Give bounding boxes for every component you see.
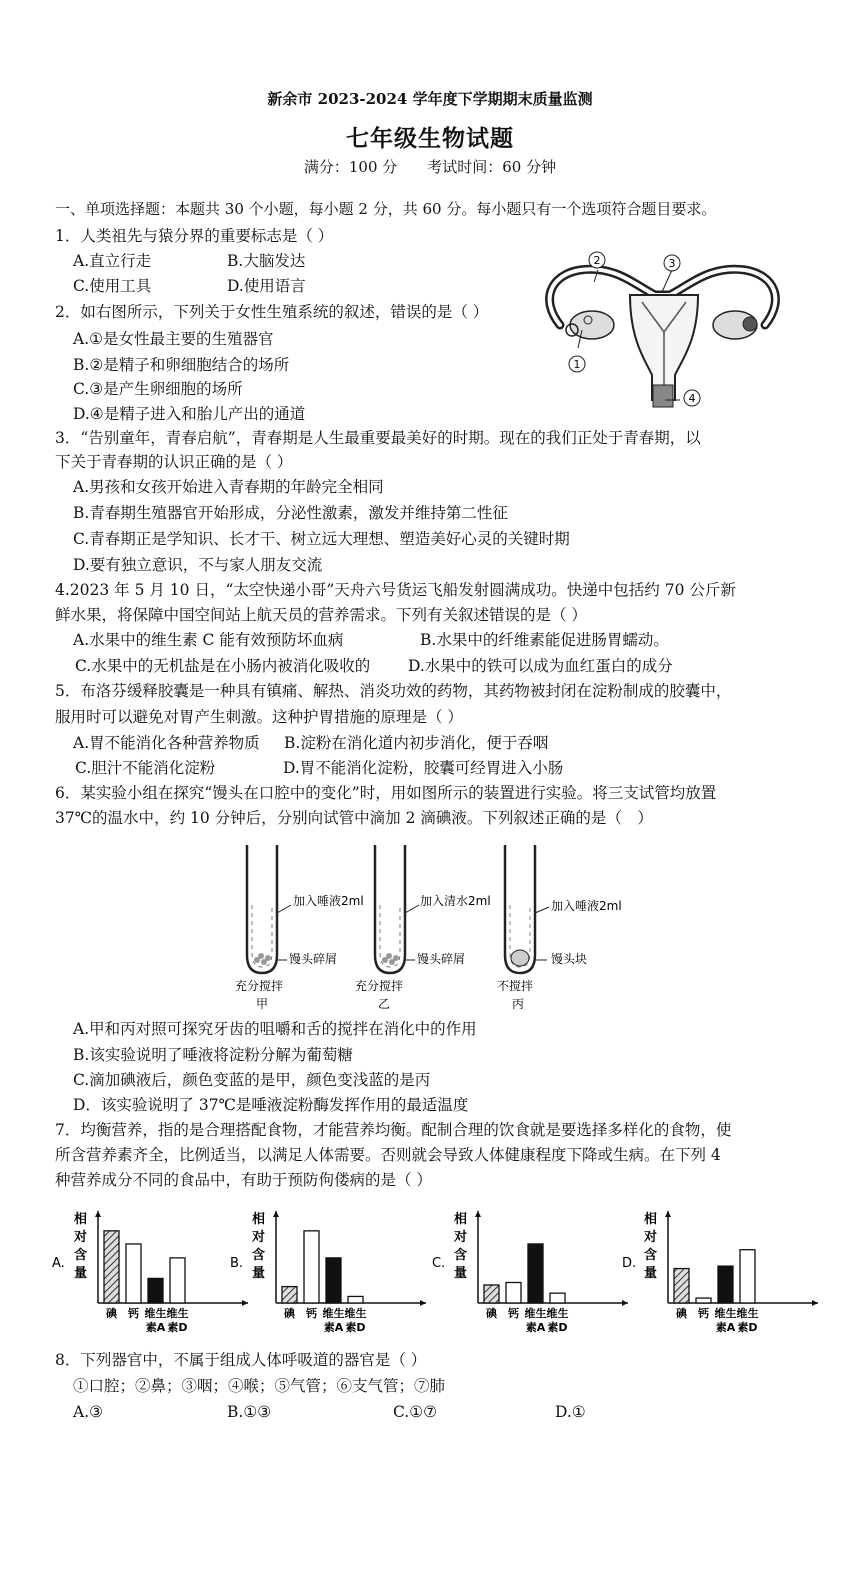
chart-option-label: B.	[230, 1256, 244, 1271]
chart-bar-4	[170, 1258, 185, 1303]
chart-y-arrow	[273, 1211, 279, 1217]
tube-yi	[355, 845, 491, 1011]
q2-stem: 2．如右图所示，下列关于女性生殖系统的叙述，错误的是（ ）	[55, 303, 489, 321]
svg-text:3: 3	[668, 257, 676, 270]
q6-option-c: C.滴加碘液后，颜色变蓝的是甲，颜色变浅蓝的是丙	[73, 1071, 431, 1089]
chart-bar-1	[282, 1287, 297, 1303]
exam-name: 新余市 2023-2024 学年度下学期期末质量监测	[267, 90, 593, 108]
chart-bar-3	[528, 1244, 543, 1303]
q1-option-d: D.使用语言	[227, 277, 306, 295]
chart-bar-2	[506, 1283, 521, 1304]
chart-ylabel-char: 相	[252, 1212, 266, 1227]
chart-ylabel-char: 相	[644, 1212, 658, 1227]
chart-tick-label: 维生	[166, 1307, 189, 1320]
chart-ylabel-char: 含	[454, 1248, 468, 1263]
chart-tick-label: 维生	[714, 1307, 737, 1320]
chart-x-arrow	[420, 1300, 426, 1306]
chart-4	[620, 1205, 820, 1345]
chart-ylabel-char: 量	[74, 1266, 88, 1281]
reproductive-system-figure	[520, 240, 800, 415]
tube-bing-added: 加入唾液2ml	[551, 899, 622, 913]
q1-option-c: C.使用工具	[73, 277, 152, 295]
chart-ylabel-char: 对	[252, 1230, 266, 1245]
tube-yi-added: 加入清水2ml	[420, 894, 491, 908]
tube-yi-content: 馒头碎屑	[417, 952, 466, 966]
chart-tick-label: 钙	[128, 1307, 139, 1320]
q4-stem-line1: 4.2023 年 5 月 10 日，“太空快递小哥”天舟六号货运飞船发射圆满成功。快递中包括约 70 公斤新	[55, 581, 736, 599]
tube-bing-content: 馒头块	[551, 952, 588, 966]
chart-tick-label: 钙	[698, 1307, 709, 1320]
chart-tick-label: 维生	[144, 1307, 167, 1320]
chart-bar-2	[126, 1244, 141, 1303]
q3-stem-line1: 3．“告别童年，青春启航”，青春期是人生最重要最美好的时期。现在的我们正处于青春期，以	[55, 429, 701, 447]
chart-option-label: C.	[432, 1256, 446, 1271]
label-3	[664, 255, 680, 271]
chart-tick-label: 钙	[306, 1307, 317, 1320]
test-tube-figure	[225, 835, 645, 1020]
q2-option-d: D.④是精子进入和胎儿产出的通道	[73, 405, 306, 423]
q1-option-b: B.大脑发达	[227, 252, 306, 270]
exam-meta: 满分：100 分 考试时间：60 分钟	[303, 158, 557, 176]
chart-tick-label: 维生	[524, 1307, 547, 1320]
chart-tick-label: 维生	[344, 1307, 367, 1320]
svg-text:4: 4	[688, 392, 696, 405]
q2-option-b: B.②是精子和卵细胞结合的场所	[73, 356, 290, 374]
chart-tick-label: 维生	[322, 1307, 345, 1320]
chart-bar-4	[550, 1293, 565, 1303]
svg-text:2: 2	[593, 254, 601, 267]
chart-ylabel-char: 含	[252, 1248, 266, 1263]
chart-tick-label: 碘	[106, 1307, 117, 1320]
q7-stem-line2: 所含营养素齐全，比例适当，以满足人体需要。否则就会导致人体健康程度下降或生病。在下列 4	[55, 1146, 721, 1164]
section-heading: 一、单项选择题：本题共 30 个小题，每小题 2 分，共 60 分。每小题只有一个选项符合题目要求。	[55, 200, 717, 218]
q3-option-a: A.男孩和女孩开始进入青春期的年龄完全相同	[73, 478, 384, 496]
q8-option-a: A.③	[73, 1403, 104, 1421]
q1-option-a: A.直立行走	[73, 252, 152, 270]
q1-stem: 1．人类祖先与猿分界的重要标志是（ ）	[55, 227, 334, 245]
chart-tick-label: 碘	[486, 1307, 497, 1320]
tube-jia-content: 馒头碎屑	[289, 952, 338, 966]
chart-ylabel-char: 相	[74, 1212, 88, 1227]
q3-option-d: D.要有独立意识，不与家人朋友交流	[73, 556, 323, 574]
q5-option-c: C.胆汁不能消化淀粉	[75, 759, 216, 777]
chart-ylabel-char: 量	[454, 1266, 468, 1281]
q6-option-a: A.甲和丙对照可探究牙齿的咀嚼和舌的搅拌在消化中的作用	[73, 1020, 477, 1038]
chart-ylabel-char: 对	[644, 1230, 658, 1245]
chart-tick-label: 钙	[508, 1307, 519, 1320]
chart-bar-3	[148, 1278, 163, 1303]
chart-bar-4	[348, 1296, 363, 1303]
chart-y-arrow	[665, 1211, 671, 1217]
chart-ylabel-char: 相	[454, 1212, 468, 1227]
q7-stem-line1: 7．均衡营养，指的是合理搭配食物，才能营养均衡。配制合理的饮食就是要选择多样化的食物，使	[55, 1121, 732, 1139]
q5-stem-line1: 5．布洛芬缓释胶囊是一种具有镇痛、解热、消炎功效的药物，其药物被封闭在淀粉制成的胶囊中，	[55, 682, 732, 700]
chart-ylabel-char: 量	[644, 1266, 658, 1281]
chart-bar-3	[326, 1258, 341, 1303]
q5-option-d: D.胃不能消化淀粉，胶囊可经胃进入小肠	[283, 759, 564, 777]
chart-tick-label: 碘	[676, 1307, 687, 1320]
chart-tick-label: 素A	[715, 1321, 736, 1334]
tube-yi-stir: 充分搅拌	[355, 979, 404, 993]
q6-option-b: B.该实验说明了唾液将淀粉分解为葡萄糖	[73, 1046, 353, 1064]
q4-option-c: C.水果中的无机盐是在小肠内被消化吸收的	[75, 657, 371, 675]
tube-jia-name: 甲	[256, 997, 269, 1011]
chart-ylabel-char: 量	[252, 1266, 266, 1281]
tube-jia-added: 加入唾液2ml	[293, 894, 364, 908]
q5-option-b: B.淀粉在消化道内初步消化，便于吞咽	[284, 734, 549, 752]
chart-tick-label: 素A	[525, 1321, 546, 1334]
q8-stem: 8．下列器官中，不属于组成人体呼吸道的器官是（ ）	[55, 1351, 427, 1369]
q8-option-d: D.①	[555, 1403, 586, 1421]
chart-ylabel-char: 含	[644, 1248, 658, 1263]
chart-1	[50, 1205, 250, 1345]
q3-option-c: C.青春期正是学知识、长才干、树立远大理想、塑造美好心灵的关键时期	[73, 530, 570, 548]
q2-option-c: C.③是产生卵细胞的场所	[73, 380, 243, 398]
chart-tick-label: 素A	[323, 1321, 344, 1334]
q8-option-c: C.①⑦	[393, 1403, 438, 1421]
chart-bar-4	[740, 1250, 755, 1303]
q5-option-a: A.胃不能消化各种营养物质	[73, 734, 260, 752]
label-4	[684, 390, 700, 406]
q6-option-d: D．该实验说明了 37℃是唾液淀粉酶发挥作用的最适温度	[73, 1096, 469, 1114]
q4-option-b: B.水果中的纤维素能促进肠胃蠕动。	[420, 631, 669, 649]
chart-tick-label: 素D	[737, 1321, 758, 1334]
chart-tick-label: 素A	[145, 1321, 166, 1334]
label-1	[569, 356, 585, 372]
chart-bar-2	[304, 1231, 319, 1303]
chart-bar-1	[104, 1231, 119, 1303]
tube-bing-name: 丙	[512, 997, 525, 1011]
chart-tick-label: 素D	[167, 1321, 188, 1334]
q3-stem-line2: 下关于青春期的认识正确的是（ ）	[55, 453, 293, 471]
chart-tick-label: 素D	[345, 1321, 366, 1334]
q3-option-b: B.青春期生殖器官开始形成，分泌性激素，激发并维持第二性征	[73, 504, 508, 522]
chart-2	[228, 1205, 428, 1345]
chart-tick-label: 维生	[736, 1307, 759, 1320]
page-title: 七年级生物试题	[346, 125, 514, 152]
chart-tick-label: 素D	[547, 1321, 568, 1334]
tube-yi-name: 乙	[378, 997, 391, 1011]
chart-tick-label: 碘	[284, 1307, 295, 1320]
chart-bar-3	[718, 1266, 733, 1303]
chart-y-arrow	[475, 1211, 481, 1217]
q4-option-a: A.水果中的维生素 C 能有效预防坏血病	[73, 631, 344, 649]
chart-option-label: A.	[52, 1256, 65, 1271]
q8-organ-list: ①口腔；②鼻；③咽；④喉；⑤气管；⑥支气管；⑦肺	[73, 1377, 446, 1395]
chart-bar-1	[674, 1269, 689, 1303]
chart-option-label: D.	[622, 1256, 637, 1271]
q4-stem-line2: 鲜水果，将保障中国空间站上航天员的营养需求。下列有关叙述错误的是（ ）	[55, 606, 587, 624]
q6-stem-line1: 6．某实验小组在探究“馒头在口腔中的变化”时，用如图所示的装置进行实验。将三支试管均放置	[55, 784, 717, 802]
chart-y-arrow	[95, 1211, 101, 1217]
q4-option-d: D.水果中的铁可以成为血红蛋白的成分	[408, 657, 673, 675]
svg-text:1: 1	[573, 358, 581, 371]
q5-stem-line2: 服用时可以避免对胃产生刺激。这种护胃措施的原理是（ ）	[55, 708, 463, 726]
chart-tick-label: 维生	[546, 1307, 569, 1320]
chart-ylabel-char: 对	[74, 1230, 88, 1245]
label-2	[589, 252, 605, 268]
chart-ylabel-char: 含	[74, 1248, 88, 1263]
tube-bing-stir: 不搅拌	[497, 979, 534, 993]
tube-bing	[497, 845, 622, 1011]
chart-bar-2	[696, 1298, 711, 1303]
tube-jia	[235, 845, 364, 1011]
chart-x-arrow	[812, 1300, 818, 1306]
chart-bar-1	[484, 1285, 499, 1303]
chart-3	[430, 1205, 630, 1345]
q8-option-b: B.①③	[227, 1403, 272, 1421]
q6-stem-line2: 37℃的温水中，约 10 分钟后，分别向试管中滴加 2 滴碘液。下列叙述正确的是（ ）	[55, 809, 653, 827]
tube-jia-stir: 充分搅拌	[235, 979, 284, 993]
q7-stem-line3: 种营养成分不同的食品中，有助于预防佝偻病的是（ ）	[55, 1171, 432, 1189]
chart-ylabel-char: 对	[454, 1230, 468, 1245]
q2-option-a: A.①是女性最主要的生殖器官	[73, 330, 274, 348]
